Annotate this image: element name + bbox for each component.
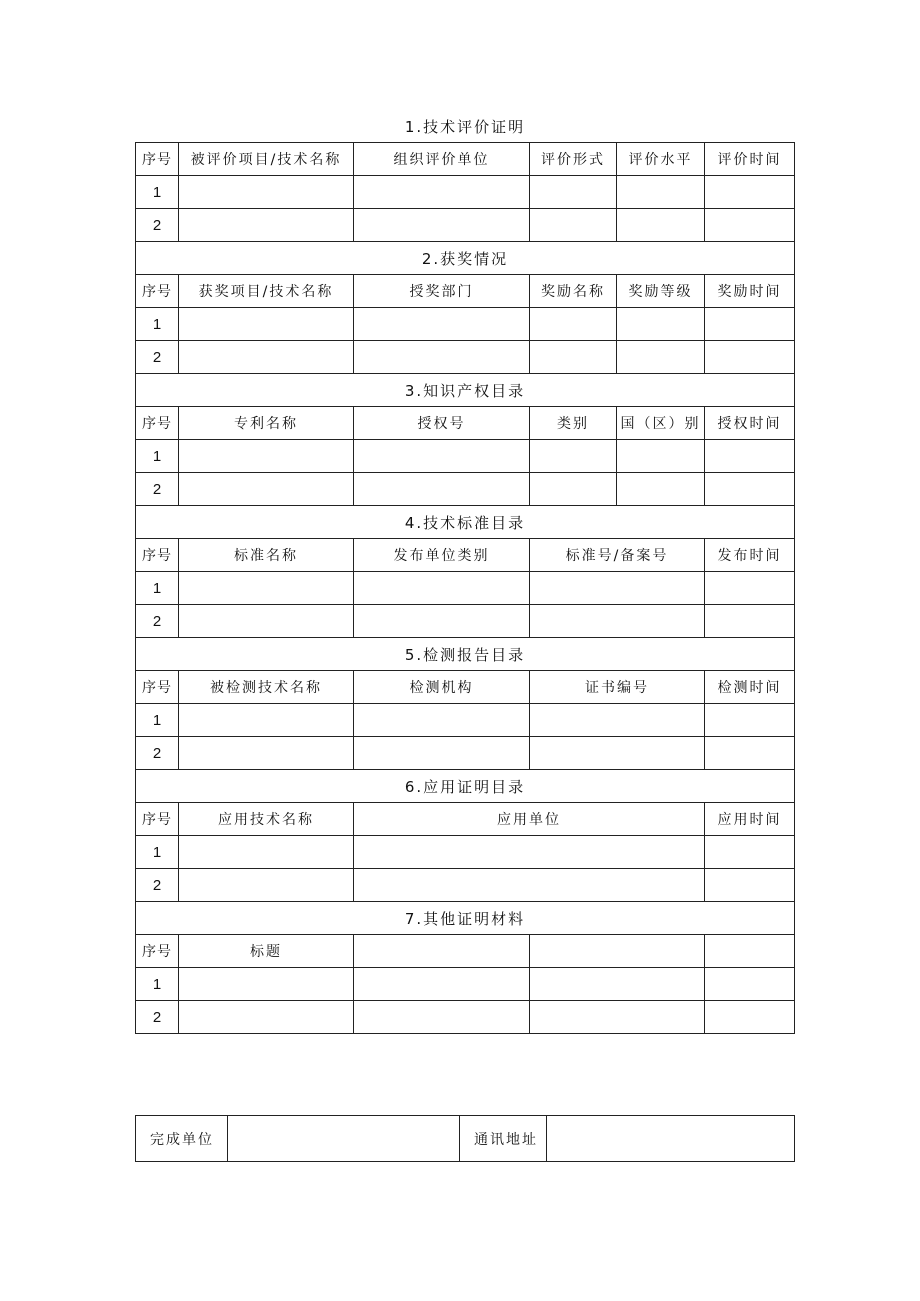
table-cell[interactable] [530,176,617,209]
column-header: 标准名称 [179,539,354,572]
table-cell[interactable] [705,704,795,737]
table-cell[interactable] [179,308,354,341]
table-cell[interactable] [530,209,617,242]
table-cell[interactable] [354,341,530,374]
table-cell[interactable] [179,869,354,902]
column-header: 组织评价单位 [354,143,530,176]
row-number: 1 [136,704,179,737]
completion-unit-field[interactable] [228,1116,460,1162]
column-header: 发布时间 [705,539,795,572]
table-cell[interactable] [617,176,705,209]
table-cell[interactable] [354,209,530,242]
table-cell[interactable] [354,737,530,770]
table-row [136,341,795,374]
table-cell[interactable] [354,605,530,638]
column-header: 序号 [136,539,179,572]
table-cell[interactable] [354,473,530,506]
row-number: 2 [136,869,179,902]
table-cell[interactable] [705,836,795,869]
row-number: 2 [136,1001,179,1034]
table-cell[interactable] [705,176,795,209]
table-cell[interactable] [530,572,705,605]
column-header: 序号 [136,407,179,440]
row-number: 1 [136,572,179,605]
table-cell[interactable] [179,440,354,473]
table-cell[interactable] [179,968,354,1001]
table-row [136,440,795,473]
row-number: 1 [136,308,179,341]
completion-unit-label: 完成单位 [136,1116,228,1162]
column-header [354,935,530,968]
column-header: 应用技术名称 [179,803,354,836]
column-header: 授奖部门 [354,275,530,308]
table-row [136,836,795,869]
completion-info-table [135,1115,795,1162]
table-cell[interactable] [179,704,354,737]
table-cell[interactable] [354,176,530,209]
table-cell[interactable] [354,869,705,902]
table-row [136,869,795,902]
column-header: 奖励时间 [705,275,795,308]
table-cell[interactable] [705,572,795,605]
column-header: 序号 [136,671,179,704]
table-cell[interactable] [179,572,354,605]
column-header: 国（区）别 [617,407,705,440]
column-header [705,935,795,968]
section-title: 4.技术标准目录 [136,506,795,539]
row-number: 1 [136,176,179,209]
column-header: 专利名称 [179,407,354,440]
table-cell[interactable] [179,737,354,770]
row-number: 2 [136,473,179,506]
table-cell[interactable] [705,341,795,374]
table-row [136,968,795,1001]
table-cell[interactable] [354,704,530,737]
table-cell[interactable] [530,341,617,374]
table-cell[interactable] [530,473,617,506]
column-header [530,935,705,968]
row-number: 1 [136,836,179,869]
section-title: 3.知识产权目录 [136,374,795,407]
table-cell[interactable] [354,440,530,473]
address-field[interactable] [547,1116,795,1162]
column-header: 标准号/备案号 [530,539,705,572]
table-cell[interactable] [179,836,354,869]
table-cell[interactable] [530,737,705,770]
table-cell[interactable] [179,473,354,506]
column-header: 检测时间 [705,671,795,704]
section-title: 1.技术评价证明 [136,110,795,143]
table-cell[interactable] [617,341,705,374]
column-header: 序号 [136,275,179,308]
column-header: 发布单位类别 [354,539,530,572]
column-header: 应用时间 [705,803,795,836]
table-row [136,704,795,737]
column-header: 获奖项目/技术名称 [179,275,354,308]
column-header: 奖励等级 [617,275,705,308]
table-cell[interactable] [530,1001,705,1034]
section-title: 6.应用证明目录 [136,770,795,803]
column-header: 类别 [530,407,617,440]
column-header: 授权时间 [705,407,795,440]
column-header: 被评价项目/技术名称 [179,143,354,176]
table-cell[interactable] [179,341,354,374]
column-header: 授权号 [354,407,530,440]
row-number: 2 [136,737,179,770]
table-cell[interactable] [617,209,705,242]
table-cell[interactable] [705,440,795,473]
table-cell[interactable] [705,737,795,770]
table-cell[interactable] [354,308,530,341]
table-row [136,308,795,341]
row-number: 1 [136,440,179,473]
table-cell[interactable] [705,209,795,242]
row-number: 1 [136,968,179,1001]
table-cell[interactable] [530,704,705,737]
table-cell[interactable] [705,1001,795,1034]
column-header: 应用单位 [354,803,705,836]
section-title: 7.其他证明材料 [136,902,795,935]
section-title: 5.检测报告目录 [136,638,795,671]
table-cell[interactable] [617,308,705,341]
column-header: 序号 [136,935,179,968]
table-row [136,572,795,605]
column-header: 评价水平 [617,143,705,176]
address-label: 通讯地址 [460,1116,547,1162]
row-number: 2 [136,605,179,638]
table-cell[interactable] [530,440,617,473]
table-cell[interactable] [617,473,705,506]
row-number: 2 [136,209,179,242]
evidence-table [135,110,795,1034]
table-cell[interactable] [354,836,705,869]
column-header: 评价时间 [705,143,795,176]
column-header: 被检测技术名称 [179,671,354,704]
table-cell[interactable] [705,308,795,341]
table-cell[interactable] [179,605,354,638]
table-cell[interactable] [705,473,795,506]
table-cell[interactable] [617,440,705,473]
section-title: 2.获奖情况 [136,242,795,275]
table-cell[interactable] [530,308,617,341]
table-row [136,737,795,770]
table-cell[interactable] [354,1001,530,1034]
column-header: 检测机构 [354,671,530,704]
table-cell[interactable] [705,869,795,902]
table-row [136,605,795,638]
table-row [136,1001,795,1034]
table-cell[interactable] [179,1001,354,1034]
table-cell[interactable] [530,605,705,638]
column-header: 序号 [136,803,179,836]
table-row [136,209,795,242]
row-number: 2 [136,341,179,374]
table-cell[interactable] [354,968,530,1001]
column-header: 奖励名称 [530,275,617,308]
table-row [136,473,795,506]
column-header: 序号 [136,143,179,176]
column-header: 评价形式 [530,143,617,176]
table-cell[interactable] [354,572,530,605]
table-row [136,176,795,209]
table-cell[interactable] [530,968,705,1001]
column-header: 标题 [179,935,354,968]
table-cell[interactable] [705,968,795,1001]
column-header: 证书编号 [530,671,705,704]
table-cell[interactable] [179,176,354,209]
table-cell[interactable] [179,209,354,242]
table-cell[interactable] [705,605,795,638]
